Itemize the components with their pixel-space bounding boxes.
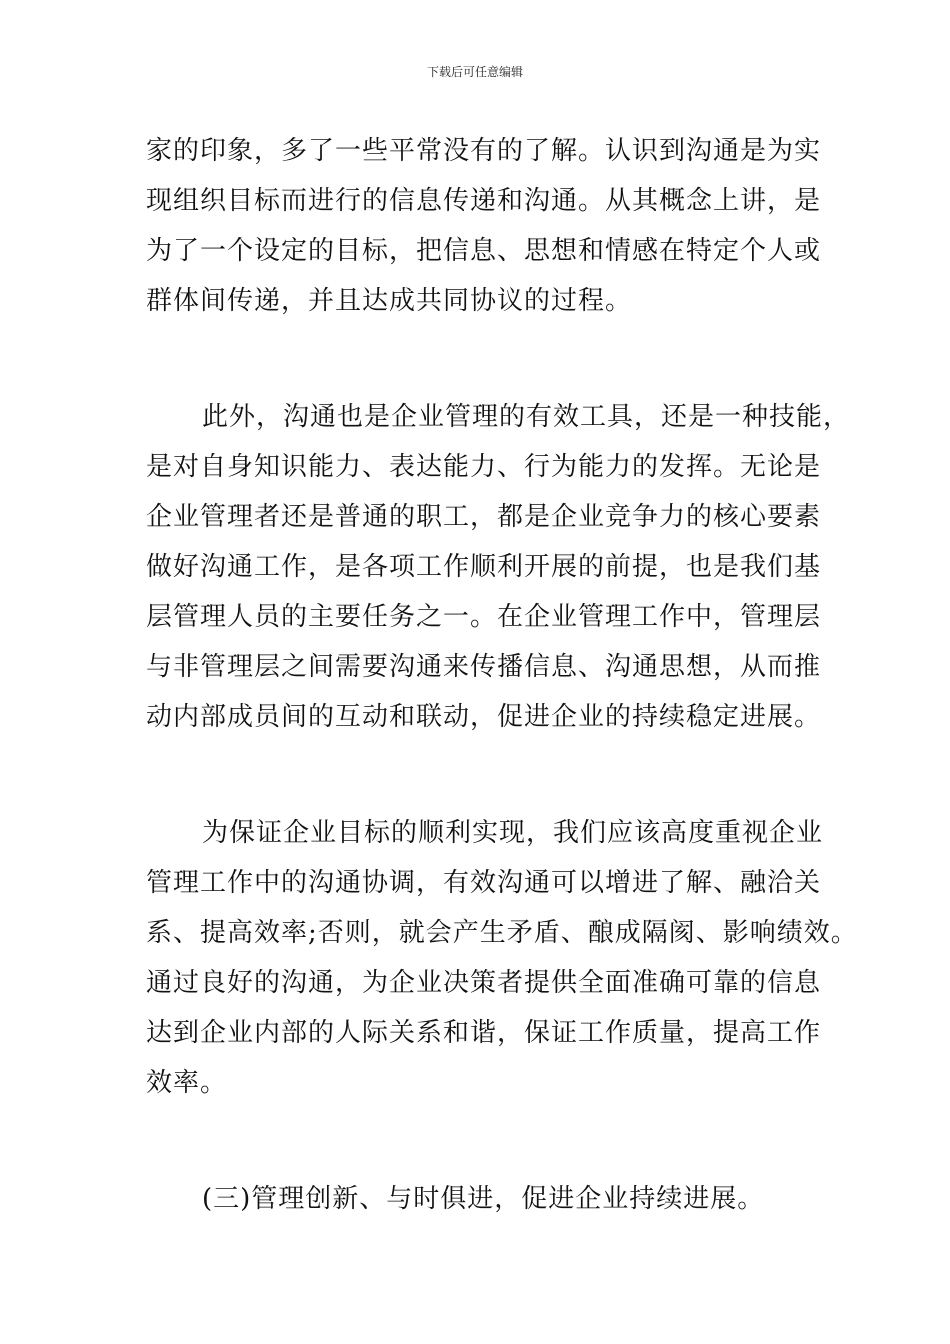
paragraph-line: 此外，沟通也是企业管理的有效工具，还是一种技能， xyxy=(202,402,851,432)
paragraph-line: 做好沟通工作，是各项工作顺利开展的前提，也是我们基 xyxy=(146,552,822,582)
paragraph-line: 是对自身知识能力、表达能力、行为能力的发挥。无论是 xyxy=(146,452,822,482)
paragraph-line: 系、提高效率;否则，就会产生矛盾、酿成隔阂、影响绩效。 xyxy=(146,918,858,948)
paragraph-line: 管理工作中的沟通协调，有效沟通可以增进了解、融洽关 xyxy=(146,868,822,898)
page-header: 下载后可任意编辑 xyxy=(426,65,523,79)
paragraph-line: 家的印象，多了一些平常没有的了解。认识到沟通是为实 xyxy=(146,136,822,166)
paragraph-gap xyxy=(146,742,810,808)
paragraph-line: 现组织目标而进行的信息传递和沟通。从其概念上讲，是 xyxy=(146,186,822,216)
paragraph-line: 效率。 xyxy=(146,1068,228,1098)
paragraph-line: 动内部成员间的互动和联动，促进企业的持续稳定进展。 xyxy=(146,702,822,732)
paragraph-2 xyxy=(146,392,851,742)
paragraph-line: 与非管理层之间需要沟通来传播信息、沟通思想，从而推 xyxy=(146,652,822,682)
paragraph-line: 通过良好的沟通，为企业决策者提供全面准确可靠的信息 xyxy=(146,968,822,998)
paragraph-line: 群体间传递，并且达成共同协议的过程。 xyxy=(146,286,633,316)
paragraph-line: 企业管理者还是普通的职工，都是企业竞争力的核心要素 xyxy=(146,502,822,532)
document-body xyxy=(146,126,858,1224)
paragraph-gap xyxy=(146,326,810,392)
paragraph-1 xyxy=(146,126,822,326)
paragraph-line: 为了一个设定的目标，把信息、思想和情感在特定个人或 xyxy=(146,236,822,266)
section-heading xyxy=(146,1174,810,1224)
paragraph-3 xyxy=(146,808,858,1108)
paragraph-gap xyxy=(146,1108,810,1174)
section-heading-line: (三)管理创新、与时俱进，促进企业持续进展。 xyxy=(202,1184,765,1214)
paragraph-line: 层管理人员的主要任务之一。在企业管理工作中，管理层 xyxy=(146,602,822,632)
paragraph-line: 达到企业内部的人际关系和谐，保证工作质量，提高工作 xyxy=(146,1018,822,1048)
paragraph-line: 为保证企业目标的顺利实现，我们应该高度重视企业 xyxy=(202,818,824,848)
